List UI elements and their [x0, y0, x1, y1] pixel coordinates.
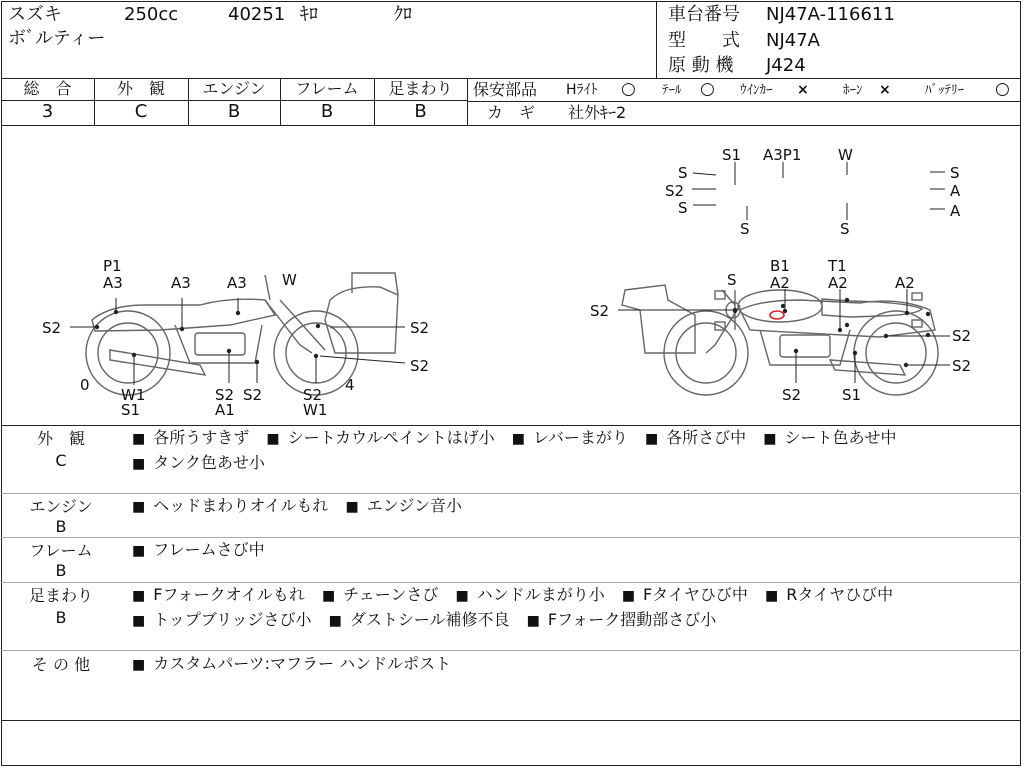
safety-mid-line	[467, 101, 1021, 102]
note-item: ■ チェーンさび	[322, 585, 438, 604]
grade-frame-value: B	[320, 101, 334, 122]
color: ｸﾛ	[394, 4, 412, 25]
notes-divider	[1, 650, 1021, 651]
note-exterior-grade: C	[55, 451, 67, 470]
left-label: S2	[410, 357, 430, 375]
top-label: S	[950, 164, 960, 182]
diagram-labels	[42, 146, 971, 419]
left-label: S2	[243, 386, 263, 404]
type-value: NJ47A	[766, 30, 820, 51]
safety-label: 保安部品	[473, 80, 538, 99]
grade-divider	[467, 78, 468, 125]
grade-exterior-label: 外 観	[116, 79, 165, 98]
model-name: ボﾞルティー	[8, 28, 106, 49]
note-engine-label: エンジン	[29, 497, 93, 516]
top-label: A	[950, 202, 961, 220]
maker: スズキ	[8, 4, 62, 25]
engine-label: 原 動 機	[668, 55, 734, 76]
note-other-label: そ の 他	[31, 655, 91, 674]
safety-horn-mark: ×	[879, 82, 891, 98]
grade-engine-label: エンジン	[202, 79, 266, 98]
mileage: 40251	[228, 4, 286, 25]
right-label: B1	[770, 257, 790, 275]
notes-bottom-line	[1, 720, 1021, 721]
damage-mark	[770, 311, 784, 319]
left-label: W1	[303, 401, 328, 419]
left-label: S2	[215, 386, 235, 404]
safety-battery-mark: ○	[995, 79, 1010, 99]
key-value: 社外ｷｰ2	[568, 103, 627, 122]
grade-engine-value: B	[227, 101, 241, 122]
safety-taillight: ﾃｰﾙ	[662, 83, 682, 98]
safety-headlight: Hﾗｲﾄ	[566, 82, 598, 98]
safety-horn: ﾎｰﾝ	[843, 83, 863, 98]
safety-winker-mark: ×	[797, 82, 809, 98]
top-label: S1	[722, 146, 742, 164]
note-suspension-items	[132, 583, 1012, 633]
left-label: S2	[303, 386, 323, 404]
engine-value: J424	[766, 55, 806, 76]
left-label: A3	[227, 274, 247, 292]
note-item: ■ エンジン音小	[346, 496, 462, 515]
note-engine-items	[132, 494, 1012, 519]
grade-overall-value: 3	[41, 101, 54, 122]
header-divider	[656, 1, 657, 78]
note-item: ■ トップブリッジさび小	[132, 610, 311, 629]
mileage-unit: ｷﾛ	[300, 4, 318, 25]
right-label: A2	[828, 274, 848, 292]
note-engine-grade: B	[55, 517, 67, 536]
safety-winker: ｳｲﾝｶｰ	[740, 83, 773, 98]
grade-suspension-value: B	[414, 101, 427, 122]
note-item: ■ ヘッドまわりオイルもれ	[132, 496, 328, 515]
note-item: ■ Rタイヤひび中	[765, 585, 893, 604]
note-item: ■ ハンドルまがり小	[455, 585, 604, 604]
grade-suspension-label: 足まわり	[388, 79, 453, 98]
left-label: A3	[103, 274, 123, 292]
note-item: ■ レバーまがり	[512, 428, 628, 447]
grade-exterior-value: C	[134, 101, 148, 122]
left-label: W1	[121, 386, 146, 404]
note-suspension-grade: B	[55, 608, 67, 627]
right-label: A2	[895, 274, 915, 292]
note-item: ■ カスタムパーツ:マフラー ハンドルポスト	[132, 654, 451, 673]
right-label: A2	[770, 274, 790, 292]
left-label: A3	[171, 274, 191, 292]
left-label: S1	[121, 401, 141, 419]
left-label: S2	[410, 319, 430, 337]
key-label: カ ギ	[487, 103, 536, 122]
top-label: S	[740, 220, 750, 238]
condition-diagram	[0, 125, 1024, 425]
note-frame-label: フレーム	[29, 541, 93, 560]
left-label: S2	[42, 319, 62, 337]
left-label: W	[282, 271, 297, 289]
top-label: W	[838, 146, 853, 164]
right-label: S2	[590, 302, 610, 320]
note-item: ■ Fフォーク摺動部さび小	[527, 610, 717, 629]
frame-no-label: 車台番号	[668, 4, 740, 25]
note-item: ■ Fタイヤひび中	[622, 585, 748, 604]
note-exterior-label: 外 観	[36, 429, 85, 448]
note-item: ■ タンク色あせ小	[132, 453, 265, 472]
top-label: S2	[665, 182, 685, 200]
note-item: ■ Fフォークオイルもれ	[132, 585, 305, 604]
left-label: 4	[345, 376, 355, 394]
left-label: A1	[215, 401, 235, 419]
right-label: S2	[952, 357, 972, 375]
note-item: ■ 各所さび中	[645, 428, 746, 447]
note-suspension-label: 足まわり	[28, 586, 93, 605]
note-item: ■ 各所うすきず	[132, 428, 249, 447]
type-label: 型 式	[668, 30, 740, 51]
frame-no: NJ47A-116611	[766, 4, 895, 25]
right-label: S2	[782, 386, 802, 404]
safety-battery: ﾊﾞｯﾃﾘｰ	[925, 83, 964, 98]
note-item: ■ ダストシール補修不良	[329, 610, 510, 629]
left-label: 0	[80, 376, 90, 394]
grade-frame-label: フレーム	[295, 79, 359, 98]
top-label: A3P1	[763, 146, 802, 164]
right-label: S1	[842, 386, 862, 404]
note-item: ■ シートカウルペイントはげ小	[266, 428, 494, 447]
note-frame-items	[132, 538, 1012, 563]
right-label: S	[727, 271, 737, 289]
right-side-bike	[622, 285, 938, 395]
right-label: T1	[828, 257, 847, 275]
note-frame-grade: B	[55, 561, 67, 580]
safety-taillight-mark: ○	[700, 79, 715, 99]
leader-lines	[70, 162, 950, 385]
note-item: ■ シート色あせ中	[763, 428, 896, 447]
note-item: ■ フレームさび中	[132, 540, 265, 559]
top-label: S	[678, 164, 688, 182]
right-label: S2	[952, 327, 972, 345]
note-other-items	[132, 652, 1012, 677]
top-label: A	[950, 182, 961, 200]
left-label: P1	[103, 257, 122, 275]
safety-headlight-mark: ○	[621, 79, 636, 99]
top-label: S	[678, 199, 688, 217]
displacement: 250cc	[124, 4, 179, 25]
grade-overall-label: 総 合	[23, 79, 72, 98]
top-label: S	[840, 220, 850, 238]
note-exterior-items	[132, 426, 1012, 476]
